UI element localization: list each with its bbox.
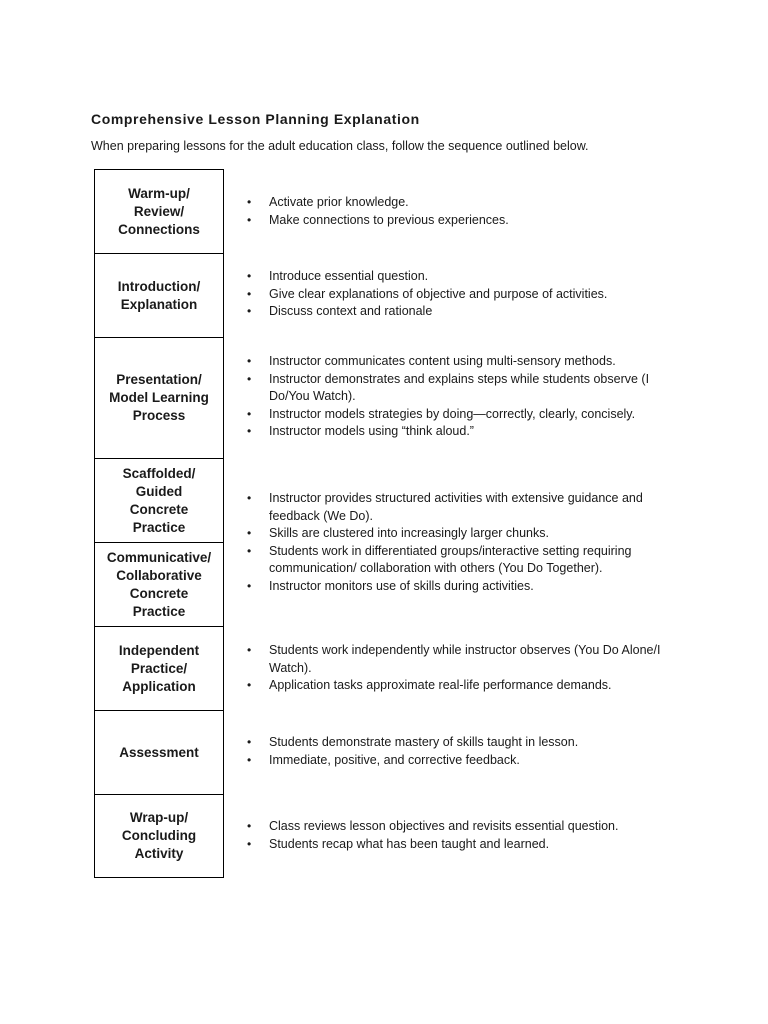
list-item: • Application tasks approximate real-life performance demands. [246,677,686,695]
list-item: • Discuss context and rationale [246,303,686,321]
list-item: • Immediate, positive, and corrective feedback. [246,752,686,770]
bullet-list-assessment [246,734,686,769]
stage-label: Independent Practice/ Application [118,642,200,694]
list-item: • Class reviews lesson objectives and revisits essential question. [246,818,686,836]
list-item: • Students demonstrate mastery of skills taught in lesson. [246,734,686,752]
stage-box-assessment [94,710,224,795]
stage-box-presentation [94,337,224,459]
stage-label: Wrap-up/ Concluding Activity [121,810,197,861]
list-item: • Instructor models strategies by doing—correctly, clearly, concisely. [246,406,686,424]
stage-box-communicative [94,542,224,627]
stage-box-independent [94,626,224,711]
bullet-list-introduction [246,268,686,321]
list-item: • Instructor monitors use of skills during activities. [246,578,686,596]
list-item: • Students work in differentiated groups/interactive setting requiring communication/ collaboration with others (You Do Together). [246,543,686,578]
stage-label: Introduction/ Explanation [117,278,201,312]
stage-box-wrap-up [94,794,224,878]
list-item: • Students work independently while instructor observes (You Do Alone/I Watch). [246,642,686,677]
stage-box-scaffolded [94,458,224,543]
stage-label: Presentation/ Model Learning Process [109,372,209,423]
stage-label: Scaffolded/ Guided Concrete Practice [122,465,196,535]
stage-box-introduction [94,253,224,338]
bullet-list-guided-practice [246,490,686,595]
bullet-list-warm-up [246,194,686,229]
list-item: • Activate prior knowledge. [246,194,686,212]
stage-label: Warm-up/ Review/ Connections [118,185,200,237]
bullet-list-independent [246,642,686,695]
document-title: Comprehensive Lesson Planning Explanation [91,111,420,127]
list-item: • Make connections to previous experiences. [246,212,686,230]
list-item: • Instructor provides structured activities with extensive guidance and feedback (We Do). [246,490,686,525]
list-item: • Introduce essential question. [246,268,686,286]
stage-label: Assessment [119,744,199,760]
list-item: • Skills are clustered into increasingly larger chunks. [246,525,686,543]
list-item: • Students recap what has been taught and learned. [246,836,686,854]
list-item: • Instructor demonstrates and explains steps while students observe (I Do/You Watch). [246,371,686,406]
bullet-list-presentation [246,353,686,441]
list-item: • Give clear explanations of objective and purpose of activities. [246,286,686,304]
bullet-list-wrap-up [246,818,686,853]
list-item: • Instructor communicates content using multi-sensory methods. [246,353,686,371]
stage-box-warm-up [94,169,224,254]
document-intro: When preparing lessons for the adult education class, follow the sequence outlined below. [91,139,589,153]
stage-label: Communicative/ Collaborative Concrete Practice [106,549,212,619]
list-item: • Instructor models using “think aloud.” [246,423,686,441]
